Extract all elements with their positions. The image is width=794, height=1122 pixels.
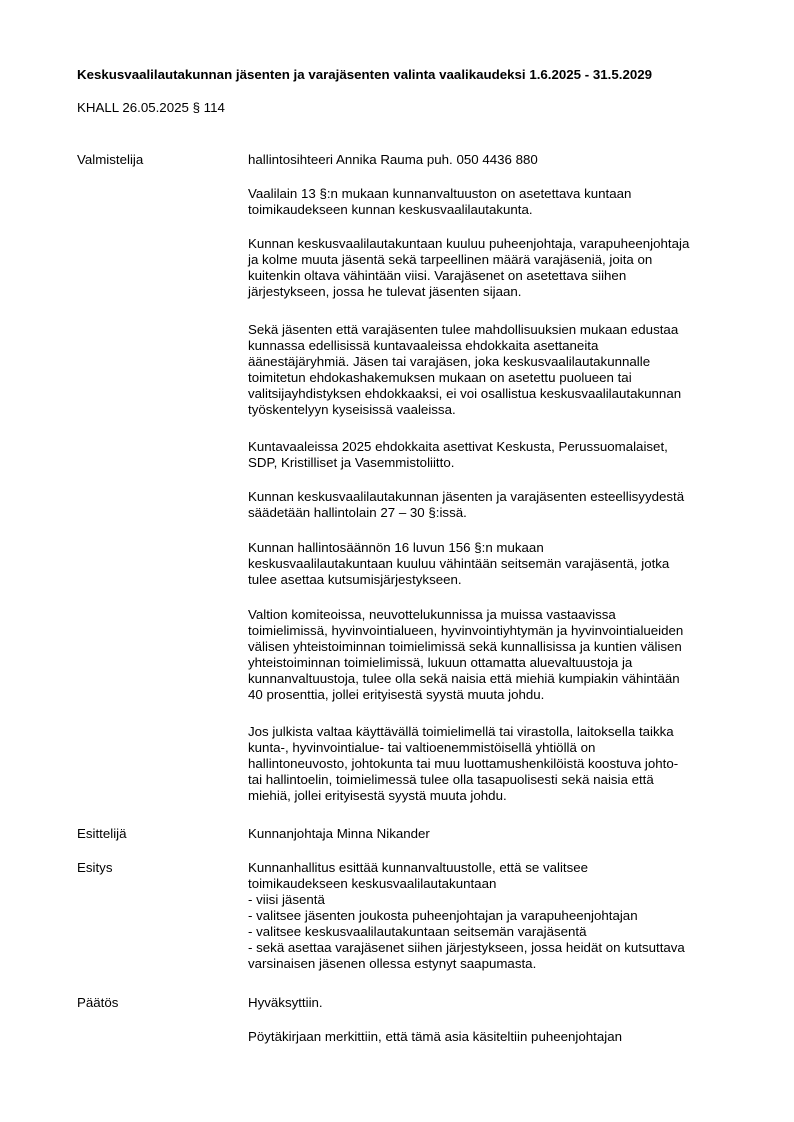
label-esittelija: Esittelijä [77, 826, 127, 841]
paragraph-kokoonpano [248, 236, 738, 300]
text-line: kunnanvaltuustoja, tulee olla sekä naisia että miehiä kumpiakin vähintään [248, 671, 680, 686]
text-line: kunnassa edellisissä kuntavaaleissa ehdokkaita asettaneita [248, 338, 599, 353]
label-esitys: Esitys [77, 860, 113, 875]
label-paatos: Päätös [77, 995, 119, 1010]
text-line: yhteistoiminnan toimielimissä, lukuun ottamatta aluevaltuustoja ja [248, 655, 633, 670]
text-line: Kunnan keskusvaalilautakuntaan kuuluu puheenjohtaja, varapuheenjohtaja [248, 236, 690, 251]
text-line: Valtion komiteoissa, neuvottelukunnissa ja muissa vastaavissa [248, 607, 616, 622]
decision-line [248, 995, 738, 1011]
paragraph-edustavuus [248, 322, 738, 418]
paragraph-tasa-arvo [248, 607, 738, 703]
text-line: - valitsee keskusvaalilautakuntaan seitsemän varajäsentä [248, 924, 587, 939]
text-line: Sekä jäsenten että varajäsenten tulee mahdollisuuksien mukaan edustaa [248, 322, 679, 337]
proposal-block [248, 860, 738, 972]
text-line: - sekä asettaa varajäsenet siihen järjestykseen, jossa heidät on kutsuttava [248, 940, 685, 955]
text-line: toimielimissä, hyvinvointialueen, hyvinvointiyhtymän ja hyvinvointialueiden [248, 623, 684, 638]
paragraph-vaalilaki [248, 186, 738, 218]
presenter-text: Kunnanjohtaja Minna Nikander [248, 826, 430, 841]
presenter-line [248, 826, 738, 842]
text-line: varsinaisen jäsenen ollessa estynyt saapumasta. [248, 956, 537, 971]
document-title: Keskusvaalilautakunnan jäsenten ja varajäsenten valinta vaalikaudeksi 1.6.2025 - 31.5.2029 [77, 67, 653, 82]
text-line: Kunnan hallintosäännön 16 luvun 156 §:n mukaan [248, 540, 544, 555]
text-line: äänestäjäryhmiä. Jäsen tai varajäsen, joka keskusvaalilautakunnalle [248, 354, 651, 369]
text-line: - viisi jäsentä [248, 892, 325, 907]
text-line: SDP, Kristilliset ja Vasemmistoliitto. [248, 455, 455, 470]
text-line: välisen yhteistoiminnan toimielimissä sekä kunnallisissa ja kuntien välisen [248, 639, 682, 654]
text-line: valitsijayhdistyksen ehdokkaaksi, ei voi osallistua keskusvaalilautakunnan [248, 386, 682, 401]
text-line: hallintoneuvosto, johtokunta tai muu luottamushenkilöistä koostuva johto- [248, 756, 679, 771]
text-line: tulee asettaa kutsumisjärjestykseen. [248, 572, 462, 587]
text-line: kunta-, hyvinvointialue- tai valtioenemmistöisellä yhtiöllä on [248, 740, 596, 755]
paragraph-esteellisyys [248, 489, 738, 521]
text-line: kuitenkin oltava vähintään viisi. Varajäsenet on asetettava siihen [248, 268, 627, 283]
decision-note [248, 1029, 738, 1045]
text-line: tai hallintoelin, toimielimessä tulee olla tasapuolisesti sekä naisia että [248, 772, 654, 787]
text-line: keskusvaalilautakuntaan kuuluu vähintään seitsemän varajäsentä, jotka [248, 556, 670, 571]
text-line: - valitsee jäsenten joukosta puheenjohtajan ja varapuheenjohtajan [248, 908, 638, 923]
meeting-reference: KHALL 26.05.2025 § 114 [77, 100, 225, 115]
decision-text: Hyväksyttiin. [248, 995, 323, 1010]
paragraph-hallintosaanto [248, 540, 738, 588]
text-line: 40 prosenttia, jollei erityisestä syystä muuta johdu. [248, 687, 545, 702]
text-line: Kunnan keskusvaalilautakunnan jäsenten ja varajäsenten esteellisyydestä [248, 489, 685, 504]
text-line: Jos julkista valtaa käyttävällä toimielimellä tai virastolla, laitoksella taikka [248, 724, 674, 739]
text-line: miehiä, jollei erityisestä syystä muuta johdu. [248, 788, 507, 803]
text-line: toimikaudekseen keskusvaalilautakuntaan [248, 876, 497, 891]
text-line: Kuntavaaleissa 2025 ehdokkaita asettivat Keskusta, Perussuomalaiset, [248, 439, 668, 454]
preparer-line [248, 152, 738, 168]
label-valmistelija: Valmistelija [77, 152, 144, 167]
paragraph-julkinen-valta [248, 724, 738, 804]
text-line: järjestykseen, jossa he tulevat jäsenten sijaan. [248, 284, 522, 299]
text-line: Vaalilain 13 §:n mukaan kunnanvaltuuston on asetettava kuntaan [248, 186, 632, 201]
decision-note-text: Pöytäkirjaan merkittiin, että tämä asia käsiteltiin puheenjohtajan [248, 1029, 622, 1044]
text-line: työskentelyyn kyseisissä vaaleissa. [248, 402, 456, 417]
preparer-text: hallintosihteeri Annika Rauma puh. 050 4436 880 [248, 152, 538, 167]
text-line: toimikaudekseen kunnan keskusvaalilautakunta. [248, 202, 533, 217]
text-line: ja kolme muuta jäsentä sekä tarpeellinen määrä varajäseniä, joita on [248, 252, 653, 267]
text-line: Kunnanhallitus esittää kunnanvaltuustolle, että se valitsee [248, 860, 589, 875]
text-line: säädetään hallintolain 27 – 30 §:issä. [248, 505, 467, 520]
text-line: toimitetun ehdokashakemuksen mukaan on asetettu puolueen tai [248, 370, 632, 385]
paragraph-kuntavaalit [248, 439, 738, 471]
